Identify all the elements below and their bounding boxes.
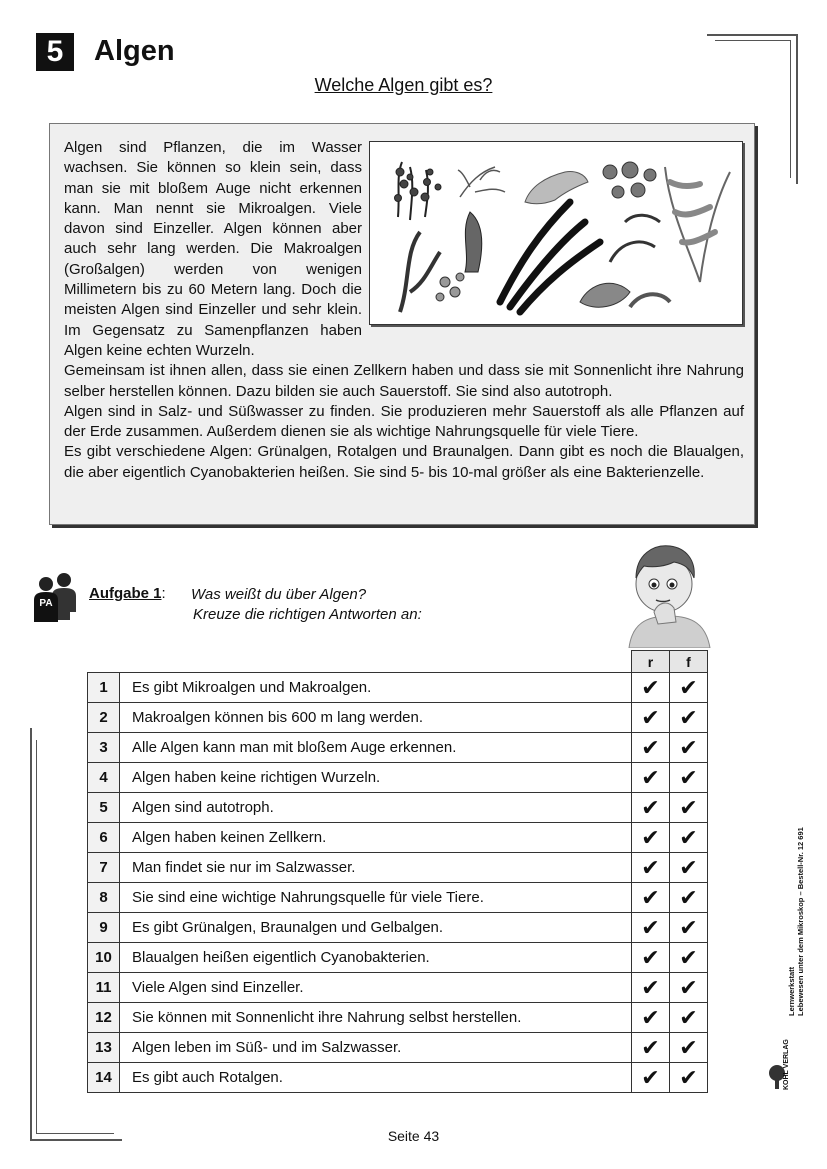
answer-right-checkbox[interactable]: ✔: [632, 913, 670, 943]
answer-right-checkbox[interactable]: ✔: [632, 1063, 670, 1093]
quiz-row: [88, 733, 708, 763]
quiz-body: [88, 673, 708, 1093]
info-text: [64, 138, 744, 483]
answer-right-checkbox[interactable]: ✔: [632, 793, 670, 823]
statement-text: Algen sind autotroph.: [120, 793, 632, 823]
statement-text: Algen haben keine richtigen Wurzeln.: [120, 763, 632, 793]
statement-text: Es gibt auch Rotalgen.: [120, 1063, 632, 1093]
frame-line-left: [30, 728, 32, 1140]
statement-text: Es gibt Grünalgen, Braunalgen und Gelbalgen.: [120, 913, 632, 943]
publisher-name: KOHL VERLAG: [783, 1039, 790, 1090]
quiz-row: [88, 973, 708, 1003]
info-paragraph: Algen sind in Salz- und Süßwasser zu finden. Sie produzieren mehr Sauerstoff als alle Pflanzen auf der Erde zusammen. Außerdem dienen sie als wichtige Nahrungsquelle für viele Tiere.: [64, 402, 744, 441]
answer-false-checkbox[interactable]: ✔: [670, 673, 708, 703]
chapter-title: Algen: [94, 35, 175, 67]
quiz-row: [88, 1063, 708, 1093]
task-prompt-line: Kreuze die richtigen Antworten an:: [193, 606, 422, 623]
chapter-number: 5: [36, 33, 74, 71]
series-title: Lernwerkstatt: [787, 966, 796, 1016]
row-number: 5: [88, 793, 120, 823]
answer-right-checkbox[interactable]: ✔: [632, 733, 670, 763]
answer-false-checkbox[interactable]: ✔: [670, 823, 708, 853]
quiz-row: [88, 703, 708, 733]
row-number: 12: [88, 1003, 120, 1033]
answer-right-checkbox[interactable]: ✔: [632, 823, 670, 853]
quiz-row: [88, 883, 708, 913]
book-title: Lebewesen unter dem Mikroskop – Bestell-Nr. 12 691: [796, 827, 805, 1016]
row-number: 10: [88, 943, 120, 973]
answer-false-checkbox[interactable]: ✔: [670, 973, 708, 1003]
side-book-info: [787, 776, 805, 1016]
answer-false-checkbox[interactable]: ✔: [670, 853, 708, 883]
answer-right-checkbox[interactable]: ✔: [632, 703, 670, 733]
page-number: Seite 43: [387, 1128, 440, 1144]
statement-text: Es gibt Mikroalgen und Makroalgen.: [120, 673, 632, 703]
quiz-row: [88, 853, 708, 883]
statement-text: Algen haben keinen Zellkern.: [120, 823, 632, 853]
row-number: 14: [88, 1063, 120, 1093]
row-number: 9: [88, 913, 120, 943]
answer-right-checkbox[interactable]: ✔: [632, 883, 670, 913]
quiz-row: [88, 1003, 708, 1033]
frame-line-right-inner: [790, 40, 791, 178]
answer-right-checkbox[interactable]: ✔: [632, 763, 670, 793]
thinking-child-illustration: [624, 542, 714, 653]
quiz-row: [88, 943, 708, 973]
statement-text: Blaualgen heißen eigentlich Cyanobakterien.: [120, 943, 632, 973]
frame-line-top-right: [707, 34, 797, 36]
column-header-r: r: [632, 651, 670, 673]
column-header-f: f: [670, 651, 708, 673]
answer-false-checkbox[interactable]: ✔: [670, 1003, 708, 1033]
answer-false-checkbox[interactable]: ✔: [670, 733, 708, 763]
row-number: 1: [88, 673, 120, 703]
frame-line-left-inner: [36, 740, 37, 1134]
task-title: Aufgabe 1: [89, 585, 162, 602]
answer-right-checkbox[interactable]: ✔: [632, 853, 670, 883]
answer-false-checkbox[interactable]: ✔: [670, 793, 708, 823]
frame-line-top-right-inner: [715, 40, 791, 41]
answer-false-checkbox[interactable]: ✔: [670, 883, 708, 913]
answer-right-checkbox[interactable]: ✔: [632, 943, 670, 973]
quiz-row: [88, 1033, 708, 1063]
statement-text: Alle Algen kann man mit bloßem Auge erkennen.: [120, 733, 632, 763]
statement-text: Algen leben im Süß- und im Salzwasser.: [120, 1033, 632, 1063]
answer-false-checkbox[interactable]: ✔: [670, 703, 708, 733]
row-number: 7: [88, 853, 120, 883]
task-prompt: [191, 585, 422, 625]
row-number: 6: [88, 823, 120, 853]
page-subtitle: Welche Algen gibt es?: [314, 75, 493, 95]
row-number: 4: [88, 763, 120, 793]
partner-work-icon: [32, 572, 78, 629]
row-number: 8: [88, 883, 120, 913]
row-number: 2: [88, 703, 120, 733]
quiz-table: [87, 650, 708, 1093]
answer-right-checkbox[interactable]: ✔: [632, 1003, 670, 1033]
row-number: 3: [88, 733, 120, 763]
answer-false-checkbox[interactable]: ✔: [670, 763, 708, 793]
image-spacer: [362, 138, 744, 338]
answer-false-checkbox[interactable]: ✔: [670, 1063, 708, 1093]
answer-right-checkbox[interactable]: ✔: [632, 673, 670, 703]
statement-text: Makroalgen können bis 600 m lang werden.: [120, 703, 632, 733]
statement-text: Sie sind eine wichtige Nahrungsquelle für viele Tiere.: [120, 883, 632, 913]
quiz-row: [88, 793, 708, 823]
answer-right-checkbox[interactable]: ✔: [632, 973, 670, 1003]
answer-right-checkbox[interactable]: ✔: [632, 1033, 670, 1063]
frame-line-right: [796, 34, 798, 184]
task-label: [89, 585, 166, 602]
quiz-row: [88, 763, 708, 793]
task-colon: :: [161, 585, 166, 602]
quiz-row: [88, 913, 708, 943]
row-number: 13: [88, 1033, 120, 1063]
info-paragraph: Algen sind Pflanzen, die im Wasser wachsen. Sie können so klein sein, dass man sie mit bloßem Auge nicht erkennen kann. Man nennt sie Mikroalgen. Viele davon sind Einzeller. Algen können aber auch sehr lang werden. Die Makroalgen (Großalgen) werden von wenigen Millimetern bis zu 60 Metern lang. Doch die meisten Algen sind Einzeller und sehr klein. Im Gegensatz zu Samenpflanzen haben Algen keine echten Wurzeln.: [64, 139, 362, 359]
answer-false-checkbox[interactable]: ✔: [670, 943, 708, 973]
info-box: [49, 123, 755, 525]
info-paragraph: Gemeinsam ist ihnen allen, dass sie einen Zellkern haben und dass sie mit Sonnenlicht ihre Nahrung selber herstellen können. Dazu bilden sie auch Sauerstoff. Sie sind also autotroph.: [64, 362, 744, 400]
statement-text: Sie können mit Sonnenlicht ihre Nahrung selbst herstellen.: [120, 1003, 632, 1033]
answer-false-checkbox[interactable]: ✔: [670, 1033, 708, 1063]
answer-false-checkbox[interactable]: ✔: [670, 913, 708, 943]
quiz-row: [88, 823, 708, 853]
header-blank: [88, 651, 632, 673]
pa-badge-text: PA: [39, 598, 53, 609]
task-prompt-line: Was weißt du über Algen?: [191, 586, 367, 603]
row-number: 11: [88, 973, 120, 1003]
quiz-row: [88, 673, 708, 703]
statement-text: Viele Algen sind Einzeller.: [120, 973, 632, 1003]
info-paragraph: Es gibt verschiedene Algen: Grünalgen, Rotalgen und Braunalgen. Dann gibt es noch die Blaualgen, die aber eigentlich Cyanobakterien heißen. Sie sind 5- bis 10-mal größer als eine Bakterienzelle.: [64, 443, 744, 481]
quiz-header-row: [88, 651, 708, 673]
statement-text: Man findet sie nur im Salzwasser.: [120, 853, 632, 883]
